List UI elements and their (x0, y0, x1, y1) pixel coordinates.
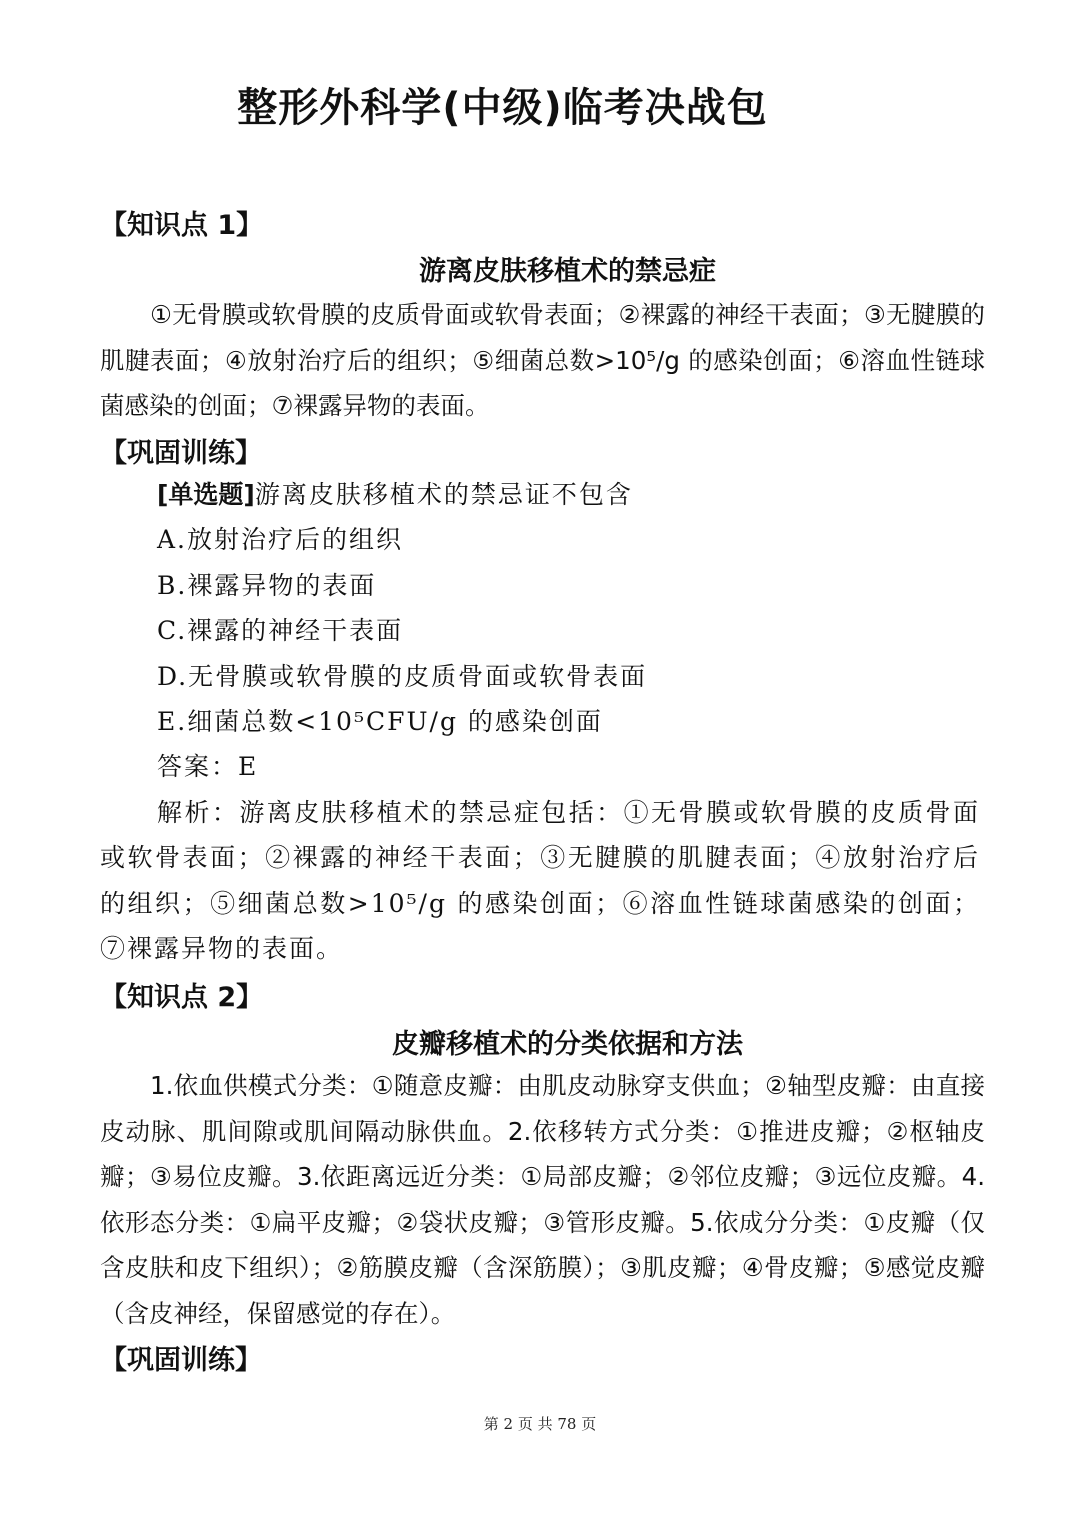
practice-1-heading: 【巩固训练】 (100, 438, 262, 469)
option-c: C.裸露的神经干表面 (157, 616, 404, 646)
document-title: 整形外科学(中级)临考决战包 (237, 85, 768, 131)
knowledge-point-2-heading: 【知识点 2】 (100, 982, 264, 1013)
question-type-label: [单选题] (157, 480, 255, 509)
practice-1-question-block (100, 472, 980, 971)
option-e: E.细菌总数<10⁵CFU/g 的感染创面 (157, 707, 603, 737)
option-d: D.无骨膜或软骨膜的皮质骨面或软骨表面 (157, 661, 648, 691)
option-b: B.裸露异物的表面 (157, 570, 377, 600)
knowledge-point-1-heading: 【知识点 1】 (100, 210, 264, 241)
knowledge-point-1-content: ①无骨膜或软骨膜的皮质骨面或软骨表面；②裸露的神经干表面；③无腱膜的肌腱表面；④放射治疗后的组织；⑤细菌总数>10⁵/g 的感染创面；⑥溶血性链球菌感染的创面；⑦裸露异物的表面。 (100, 300, 985, 420)
knowledge-point-2-subtitle: 皮瓣移植术的分类依据和方法 (392, 1029, 743, 1060)
question-stem-line (100, 472, 980, 517)
question-stem: 游离皮肤移植术的禁忌证不包含 (254, 480, 633, 509)
explanation: 解析：游离皮肤移植术的禁忌症包括：①无骨膜或软骨膜的皮质骨面或软骨表面；②裸露的神经干表面；③无腱膜的肌腱表面；④放射治疗后的组织；⑤细菌总数>10⁵/g 的感染创面；⑥溶血性链球菌感染的创面；⑦裸露异物的表面。 (100, 797, 980, 964)
answer: 答案：E (157, 752, 259, 782)
page-number-footer: 第 2 页 共 78 页 (483, 1415, 597, 1433)
practice-2-heading: 【巩固训练】 (100, 1345, 262, 1376)
option-a: A.放射治疗后的组织 (157, 525, 404, 555)
knowledge-point-2-content: 1.依血供模式分类：①随意皮瓣：由肌皮动脉穿支供血；②轴型皮瓣：由直接皮动脉、肌间隙或肌间隔动脉供血。2.依移转方式分类：①推进皮瓣；②枢轴皮瓣；③易位皮瓣。3.依距离远近分类：①局部皮瓣；②邻位皮瓣；③远位皮瓣。4.依形态分类：①扁平皮瓣；②袋状皮瓣；③管形皮瓣。5.依成分分类：①皮瓣（仅含皮肤和皮下组织）；②筋膜皮瓣（含深筋膜）；③肌皮瓣；④骨皮瓣；⑤感觉皮瓣（含皮神经，保留感觉的存在）。 (100, 1071, 985, 1328)
knowledge-point-1-subtitle: 游离皮肤移植术的禁忌症 (419, 256, 716, 287)
